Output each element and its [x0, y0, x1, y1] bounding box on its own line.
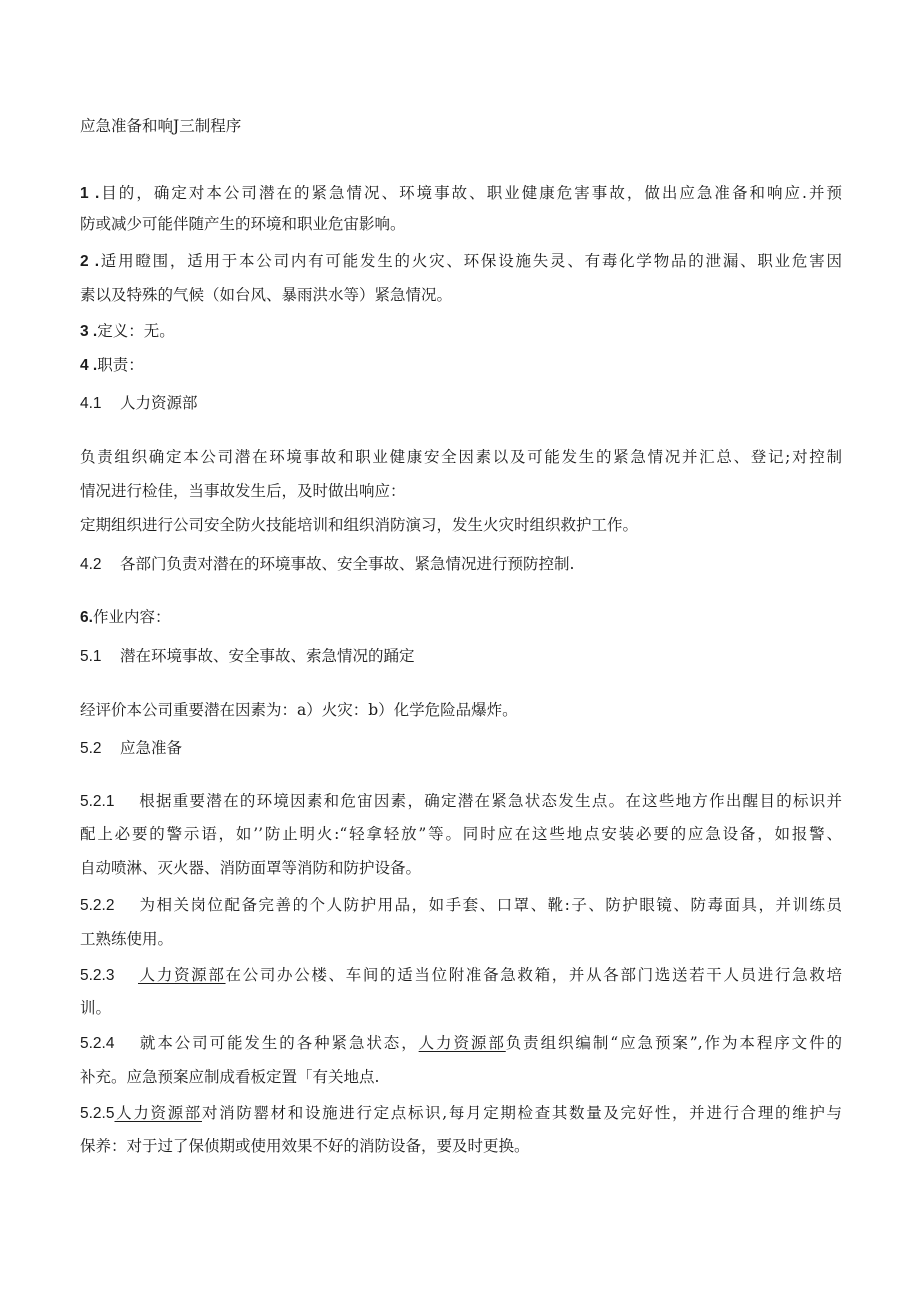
- section-number: 4: [80, 357, 89, 374]
- section-number: 5.1: [80, 648, 102, 665]
- section-5-2-text: 应急准备: [120, 739, 183, 757]
- section-number: 4.1: [80, 395, 102, 412]
- section-number: 1: [80, 185, 89, 202]
- section-5-2-3-text: 在公司办公楼、车间的适当位附准备急救箱，并从各部门选送若干人员进行急救培: [225, 966, 842, 984]
- hr-department-link: 人力资源部: [138, 966, 226, 984]
- section-5-2-5-text: 对消防罂材和设施进行定点标识,每月定期检查其数量及完好性，并进行合理的维护与: [201, 1104, 842, 1122]
- section-1-line-2: 防或减少可能伴随产生的环境和职业危宙影响。: [80, 215, 406, 233]
- section-5-2-4-text-a: 就本公司可能发生的各种紧急状态，: [138, 1034, 419, 1052]
- section-1-line-1: [80, 182, 842, 204]
- section-number: 5.2.1: [80, 793, 115, 810]
- section-4: [80, 354, 842, 376]
- section-3-text: 定义：无。: [97, 322, 175, 340]
- paragraph-4-1-a-line-1: 负责组织确定本公司潜在环境事故和职业健康安全因素以及可能发生的紧急情况并汇总、登记;对控制: [80, 448, 842, 466]
- section-4-text: 职责：: [97, 356, 144, 374]
- section-5-2-5-line-1: [80, 1102, 842, 1124]
- section-dot: .: [88, 357, 98, 374]
- section-5-2-5-line-2: 保养：对于过了保侦期或使用效果不好的消防设备，要及时更换。: [80, 1137, 530, 1155]
- section-2-text: 适用瞪围，适用于本公司内有可能发生的火灾、环保设施失灵、有毒化学物品的泄漏、职业危害因: [99, 252, 842, 270]
- document-title: 应急准备和响J三制程序: [80, 117, 242, 135]
- section-number: 5.2.2: [80, 897, 115, 914]
- section-dot: .: [88, 253, 100, 270]
- section-number: 2: [80, 253, 89, 270]
- section-5-2-2-text: 为相关岗位配备完善的个人防护用品，如手套、口罩、靴:子、防护眼镜、防毒面具，并训练员: [138, 896, 842, 914]
- paragraph-4-1-b: 定期组织进行公司安全防火技能培训和组织消防演习，发生火灾时组织救护工作。: [80, 516, 639, 534]
- section-5-2-3-line-2: 训。: [80, 999, 112, 1017]
- section-number: 5.2.3: [80, 967, 115, 984]
- section-5-2-4-line-2: 补充。应急预案应制成看板定置「有关地点.: [80, 1068, 380, 1086]
- section-5-1: [80, 645, 842, 667]
- section-5-2-4-text-b: 负责组织编制“应急预案”,作为本程序文件的: [505, 1034, 842, 1052]
- section-4-1: [80, 392, 842, 414]
- section-5-2: [80, 737, 842, 759]
- hr-department-link: 人力资源部: [418, 1034, 506, 1052]
- section-number: 5.2.5: [80, 1105, 115, 1122]
- section-number: 4.2: [80, 556, 102, 573]
- paragraph-5-1: 经评价本公司重要潜在因素为：a）火灾：b）化学危险品爆炸。: [80, 701, 518, 719]
- section-5-2-2-line-1: [80, 894, 842, 916]
- section-5-1-text: 潜在环境事故、安全事故、索急情况的踊定: [120, 647, 415, 665]
- section-5-2-1-line-1: [80, 790, 842, 812]
- section-6: [80, 606, 842, 628]
- section-1-text: 目的，确定对本公司潜在的紧急情况、环境事故、职业健康危害事故，做出应急准备和响应.并预: [99, 184, 842, 202]
- section-4-2-text: 各部门负责对潜在的环境事故、安全事故、紧急情况进行预防控制.: [120, 555, 575, 573]
- section-4-1-text: 人力资源部: [120, 394, 198, 412]
- section-number: 5.2.4: [80, 1035, 115, 1052]
- section-5-2-1-text: 根据重要潜在的环境因素和危宙因素，确定潜在紧急状态发生点。在这些地方作出醒目的标识并: [138, 792, 842, 810]
- section-number: 5.2: [80, 740, 102, 757]
- section-4-2: [80, 553, 842, 575]
- section-5-2-2-line-2: 工熟练使用。: [80, 930, 174, 948]
- section-number: 6.: [80, 609, 93, 626]
- section-5-2-3-line-1: [80, 964, 842, 986]
- section-dot: .: [88, 185, 100, 202]
- section-5-2-4-line-1: [80, 1032, 842, 1054]
- section-6-text: 作业内容：: [92, 608, 171, 626]
- section-2-line-1: [80, 250, 842, 272]
- section-number: 3: [80, 323, 89, 340]
- paragraph-4-1-a-line-2: 情况进行检佳，当事故发生后，及时做出响应：: [80, 482, 406, 500]
- section-3: [80, 320, 842, 342]
- hr-department-link: 人力资源部: [114, 1104, 202, 1122]
- section-2-line-2: 素以及特殊的气候（如台风、暴雨洪水等）紧急情况。: [80, 286, 453, 304]
- section-5-2-1-line-2: 配上必要的警示语，如’’防止明火:“轻拿轻放”等。同时应在这些地点安装必要的应急设备，如报警、: [80, 825, 842, 843]
- section-5-2-1-line-3: 自动喷淋、灭火器、消防面罩等消防和防护设备。: [80, 859, 422, 877]
- section-dot: .: [88, 323, 98, 340]
